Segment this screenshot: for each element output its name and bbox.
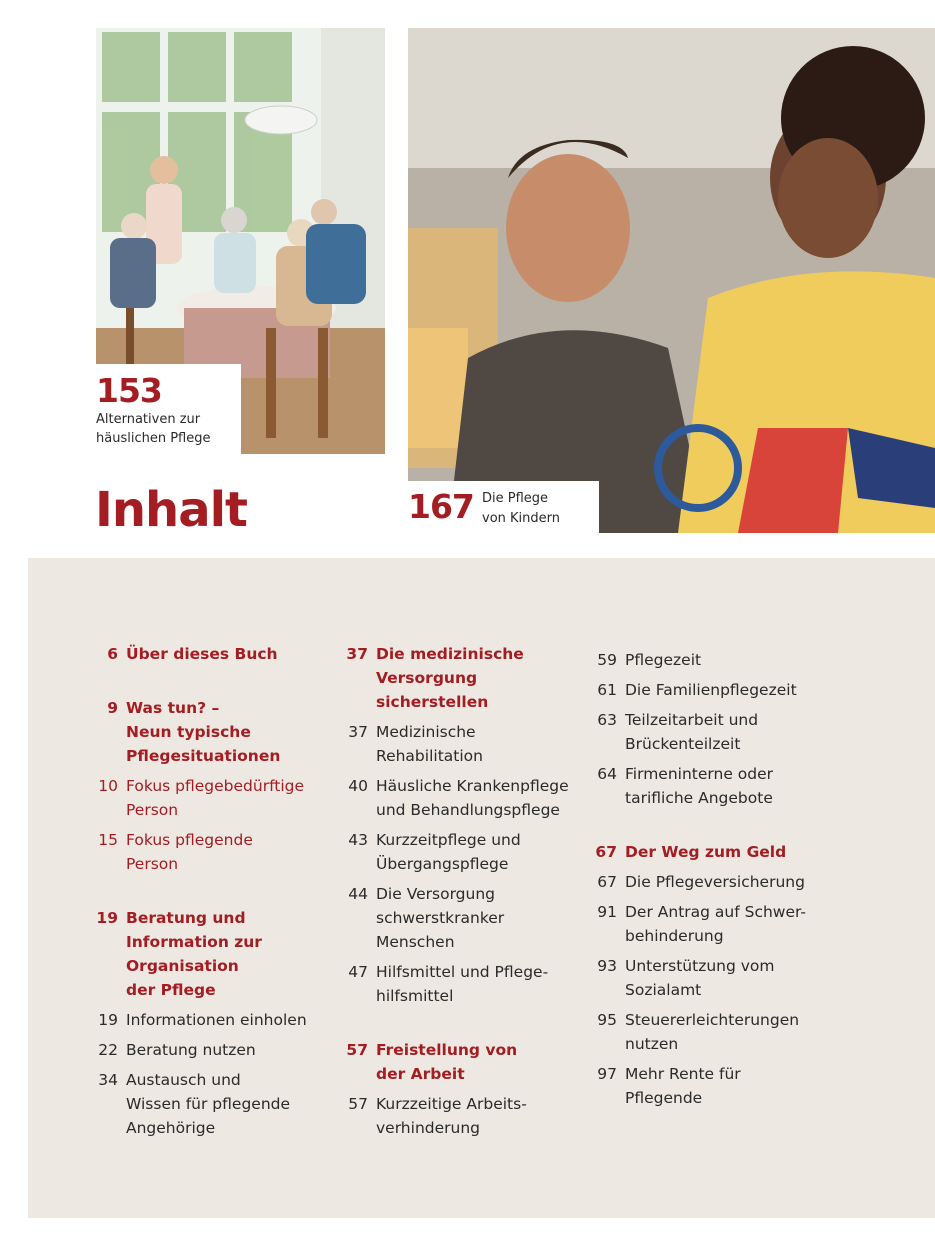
toc-entry-title: Die medizinische Versorgung sicherstellen [376,645,524,711]
toc-entry-title: Hilfsmittel und Pflege- hilfsmittel [376,963,549,1005]
toc-entry[interactable] [345,960,575,1008]
toc-entry-title: Die Pflegeversicherung [625,873,805,891]
toc-page-number: 67 [597,873,617,891]
toc-entry-title: Der Weg zum Geld [625,843,787,861]
toc-page-number: 95 [597,1011,617,1029]
toc-page-number: 59 [597,651,617,669]
toc-entry-title: Kurzzeitpflege und Übergangspflege [376,831,521,873]
feature-caption-153 [96,364,241,454]
toc-page-number: 10 [98,777,118,795]
toc-page-number: 93 [597,957,617,975]
feature-page-number: 153 [96,371,162,410]
toc-entry-title: Was tun? – Neun typische Pflegesituationen [126,699,281,765]
toc-entry[interactable] [594,900,824,948]
toc-column-3 [594,642,824,1110]
toc-entry-title: Austausch und Wissen für pflegende Angehörige [126,1071,291,1137]
toc-page-number: 19 [98,1011,118,1029]
toc-entry-title: Beratung und Information zur Organisation der Pflege [126,909,262,999]
photo-father-daughter [408,28,935,533]
toc-page-number: 61 [597,681,617,699]
toc-entry[interactable] [594,954,824,1002]
toc-column-1 [96,642,326,1140]
toc-page-number: 67 [595,843,617,861]
feature-caption-text: Alternativen zur häuslichen Pflege [96,412,211,446]
toc-entry-title: Häusliche Krankenpflege und Behandlungspflege [376,777,569,819]
toc-page-number: 44 [348,885,368,903]
toc-entry[interactable] [345,1092,575,1140]
toc-page-number: 47 [348,963,368,981]
toc-entry-title: Kurzzeitige Arbeits- verhinderung [376,1095,527,1137]
toc-page-number: 6 [107,645,118,663]
toc-page-number: 43 [348,831,368,849]
page-title: Inhalt [95,482,247,538]
toc-page-number: 63 [597,711,617,729]
toc-entry[interactable] [345,774,575,822]
toc-entry[interactable] [345,882,575,954]
toc-page-number: 34 [98,1071,118,1089]
toc-entry[interactable] [594,1008,824,1056]
toc-entry[interactable] [96,828,326,876]
toc-page-number: 37 [348,723,368,741]
toc-entry[interactable] [594,678,824,702]
toc-entry-title: Steuererleichterungen nutzen [625,1011,800,1053]
feature-caption-text: Die Pflege von Kindern [482,491,560,526]
toc-entry[interactable] [96,774,326,822]
toc-entry-title: Teilzeitarbeit und Brückenteilzeit [625,711,759,753]
toc-entry[interactable] [594,840,824,864]
toc-page-number: 57 [348,1095,368,1113]
toc-entry[interactable] [594,870,824,894]
toc-page-number: 64 [597,765,617,783]
toc-entry-title: Unterstützung vom Sozialamt [625,957,775,999]
toc-entry-title: Mehr Rente für Pflegende [625,1065,741,1107]
toc-entry-title: Über dieses Buch [126,645,278,663]
toc-page-number: 91 [597,903,617,921]
toc-entry[interactable] [96,642,326,666]
toc-page-number: 19 [96,909,118,927]
toc-page-number: 37 [346,645,368,663]
toc-entry[interactable] [594,708,824,756]
toc-entry-title: Medizinische Rehabilitation [376,723,483,765]
toc-entry-title: Pflegezeit [625,651,702,669]
toc-entry-title: Die Versorgung schwerstkranker Menschen [376,885,505,951]
toc-entry[interactable] [345,828,575,876]
toc-entry[interactable] [96,1068,326,1140]
toc-page-number: 97 [597,1065,617,1083]
toc-entry[interactable] [345,720,575,768]
toc-entry-title: Firmeninterne oder tarifliche Angebote [625,765,774,807]
toc-entry[interactable] [96,906,326,1002]
toc-entry[interactable] [345,1038,575,1086]
toc-page-number: 40 [348,777,368,795]
toc-entry[interactable] [96,696,326,768]
toc-page-number: 15 [98,831,118,849]
feature-caption-167 [408,481,599,533]
toc-entry[interactable] [345,642,575,714]
toc-entry[interactable] [594,762,824,810]
toc-entry[interactable] [594,648,824,672]
toc-page-number: 22 [98,1041,118,1059]
toc-page-number: 9 [107,699,118,717]
toc-entry-title: Fokus pflegebedürftige Person [126,777,305,819]
photo-father-daughter-illustration [408,28,935,533]
toc-entry-title: Fokus pflegende Person [126,831,253,873]
feature-page-number: 167 [408,487,474,526]
toc-entry[interactable] [96,1038,326,1062]
toc-column-2 [345,642,575,1140]
toc-entry-title: Freistellung von der Arbeit [376,1041,518,1083]
toc-entry-title: Informationen einholen [126,1011,307,1029]
toc-entry[interactable] [594,1062,824,1110]
toc-entry[interactable] [96,1008,326,1032]
toc-page-number: 57 [346,1041,368,1059]
toc-entry-title: Der Antrag auf Schwer- behinderung [625,903,806,945]
toc-entry-title: Beratung nutzen [126,1041,256,1059]
toc-entry-title: Die Familienpflegezeit [625,681,797,699]
